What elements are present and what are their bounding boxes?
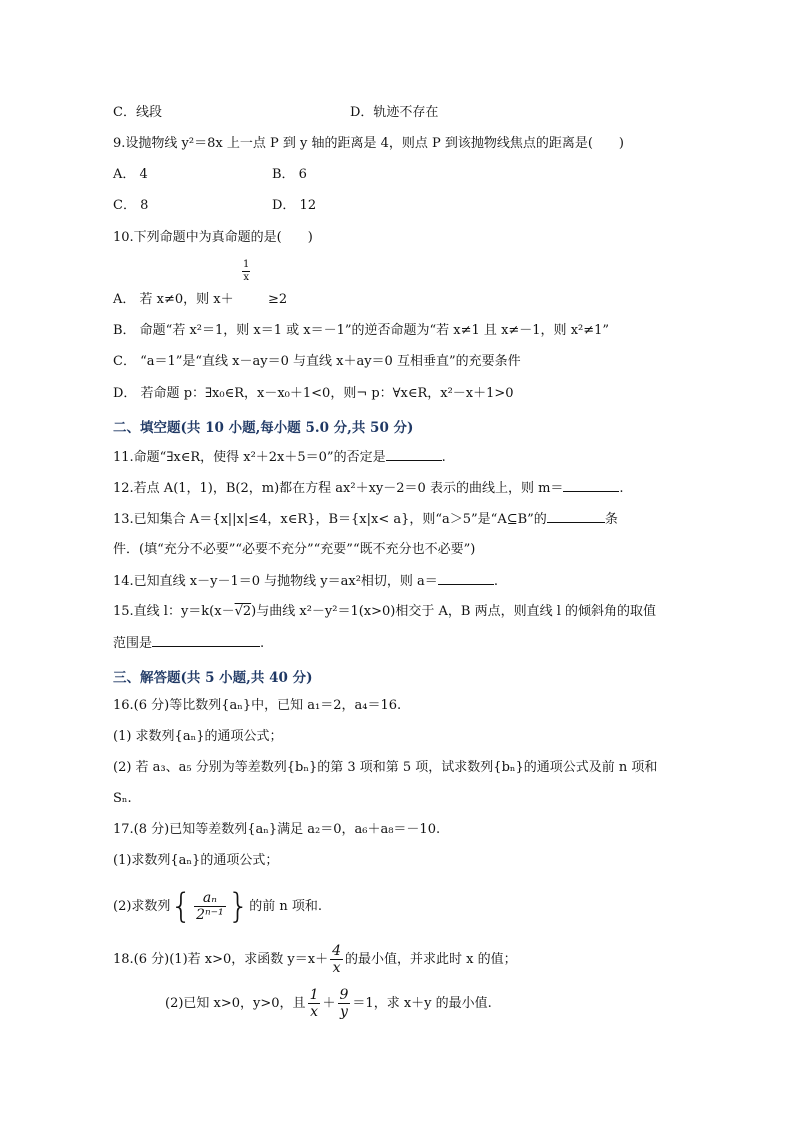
- section-answer-questions-heading: 三、解答题(共 5 小题,共 40 分): [113, 670, 313, 686]
- question-17-part-2-end: 的前 n 项和.: [249, 899, 323, 914]
- question-15-line2-text: 范围是: [113, 636, 153, 651]
- question-14-end: .: [493, 574, 498, 589]
- question-16-part-2-cont: Sₙ.: [113, 791, 132, 806]
- left-brace: {: [170, 886, 193, 927]
- question-9-option-a: A． 4: [113, 167, 148, 182]
- question-18-part-2-end: ＝1，求 x＋y 的最小值.: [352, 996, 492, 1011]
- answer-blank: [547, 510, 605, 523]
- question-13: [113, 510, 618, 529]
- question-10-option-d: D． 若命题 p：∃x₀∈R，x－x₀＋1<0，则¬ p：∀x∈R，x²－x＋1>0: [113, 386, 514, 401]
- question-18-text-end: 的最小值，并求此时 x 的值；: [345, 952, 517, 967]
- section-fill-in-blank-heading: 二、填空题(共 10 小题,每小题 5.0 分,共 50 分): [113, 420, 414, 436]
- option-c: C．线段: [113, 105, 162, 120]
- question-10-option-b: B． 命题“若 x²＝1，则 x＝1 或 x＝－1”的逆否命题为“若 x≠1 且 x≠－1，则 x²≠1”: [113, 323, 610, 338]
- question-10-option-a: A． 若 x≠0，则 x＋: [113, 292, 234, 307]
- question-16-part-2: (2) 若 a₃、a₅ 分别为等差数列{bₙ}的第 3 项和第 5 项，试求数列{bₙ}的通项公式及前 n 项和: [113, 760, 658, 775]
- fraction-an-over-2n: [194, 890, 226, 923]
- question-15-text: 15.直线 l：y＝k(x－: [113, 604, 235, 619]
- question-12: [113, 479, 624, 498]
- fraction-numerator: 9: [339, 987, 349, 1003]
- fraction-denominator: y: [340, 1004, 348, 1020]
- fraction-denominator: x: [243, 272, 249, 283]
- option-d: D．轨迹不存在: [350, 105, 439, 120]
- question-13-text: 13.已知集合 A＝{x||x|≤4，x∈R}，B＝{x|x< a}，则“a＞5”是“A⊆B”的: [113, 512, 547, 527]
- question-17-stem: 17.(8 分)已知等差数列{aₙ}满足 a₂＝0，a₆＋a₈＝－10.: [113, 822, 441, 837]
- sqrt-two: √2: [234, 604, 252, 619]
- fraction-numerator: 1: [309, 987, 319, 1003]
- answer-blank: [563, 479, 619, 492]
- fraction-denominator: 2ⁿ⁻¹: [196, 907, 224, 923]
- question-18-part-2-text: (2)已知 x>0，y>0，且: [165, 996, 306, 1011]
- question-9-option-d: D． 12: [272, 198, 317, 213]
- question-10-stem: 10.下列命题中为真命题的是( ): [113, 230, 313, 245]
- right-brace: }: [227, 886, 250, 927]
- question-10-option-c: C． “a＝1”是“直线 x－ay＝0 与直线 x＋ay＝0 互相垂直”的充要条件: [113, 354, 521, 369]
- question-12-end: .: [619, 481, 624, 496]
- plus-sign: ＋: [322, 996, 336, 1011]
- question-13-line2: 件．(填“充分不必要”“必要不充分”“充要”“既不充分也不必要”): [113, 542, 476, 557]
- question-16-stem: 16.(6 分)等比数列{aₙ}中，已知 a₁＝2，a₄＝16.: [113, 698, 402, 713]
- answer-blank: [438, 572, 494, 585]
- fraction-1-over-x: [242, 259, 250, 284]
- question-9-option-c: C． 8: [113, 198, 149, 213]
- question-13-end: 条: [604, 512, 618, 527]
- fraction-numerator: 1: [243, 259, 250, 270]
- question-16-part-1: (1) 求数列{aₙ}的通项公式；: [113, 729, 283, 744]
- fraction-9-over-y: [338, 987, 351, 1020]
- question-11-text: 11.命题“∃x∈R，使得 x²＋2x＋5＝0”的否定是: [113, 450, 386, 465]
- question-14-text: 14.已知直线 x－y－1＝0 与抛物线 y＝ax²相切，则 a＝: [113, 574, 438, 589]
- fraction-denominator: x: [310, 1004, 318, 1020]
- question-18-stem: [113, 940, 517, 980]
- answer-blank: [386, 448, 442, 461]
- question-9-option-b: B． 6: [272, 167, 307, 182]
- question-15-line2: [113, 634, 264, 653]
- question-14: [113, 572, 498, 591]
- question-15-text-cont: )与曲线 x²－y²＝1(x>0)相交于 A，B 两点，则直线 l 的倾斜角的取值: [251, 604, 656, 619]
- question-9-stem: 9.设抛物线 y²＝8x 上一点 P 到 y 轴的距离是 4，则点 P 到该抛物线焦点的距离是( ): [113, 136, 625, 151]
- question-18-text: 18.(6 分)(1)若 x>0，求函数 y＝x＋: [113, 952, 329, 967]
- fraction-4-over-x: [330, 943, 343, 976]
- question-17-part-1: (1)求数列{aₙ}的通项公式；: [113, 853, 279, 868]
- question-17-part-2: [113, 885, 322, 929]
- question-11-end: .: [441, 450, 446, 465]
- answer-blank: [152, 634, 260, 647]
- question-15: [113, 603, 656, 621]
- question-12-text: 12.若点 A(1，1)，B(2，m)都在方程 ax²＋xy－2＝0 表示的曲线上，则 m＝: [113, 481, 564, 496]
- question-17-part-2-text: (2)求数列: [113, 899, 171, 914]
- fraction-numerator: aₙ: [194, 890, 226, 907]
- question-18-part-2: [165, 984, 492, 1024]
- question-15-end: .: [260, 636, 265, 651]
- question-11: [113, 448, 446, 467]
- fraction-1-over-x: [308, 987, 321, 1020]
- fraction-numerator: 4: [332, 943, 341, 959]
- fraction-denominator: x: [332, 960, 341, 976]
- question-10-option-a-tail: ≥2: [268, 292, 288, 307]
